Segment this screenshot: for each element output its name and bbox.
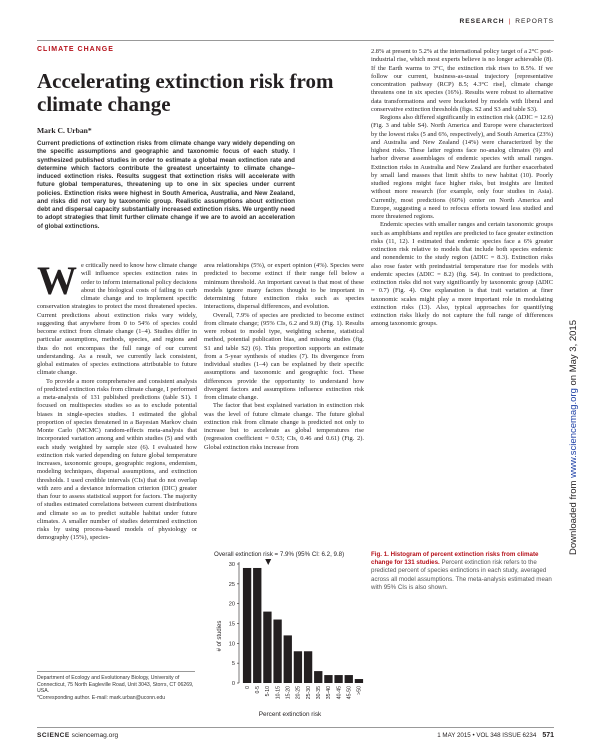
x-tick-label: >50 — [356, 686, 363, 695]
histogram-bar — [345, 675, 353, 683]
footer-right — [437, 732, 554, 739]
paragraph: e critically need to know how climate change will influence species extinction rates in order to inform international policy decisions about the biological costs of failing to curb climate change and to implement specific conservation strategies to protect the most threatened species. Current predictions about extinction risks vary widely, suggesting that anywhere from 0 to 54% of species could become extinct from climate change (1–4). Studies differ in particular assumptions, methods, species, and regions and thus do not encompass the full range of our current understanding. As a result, we currently lack consistent, global estimates of species extinctions attributable to future climate change. — [37, 262, 197, 377]
histogram-chart — [204, 548, 369, 720]
x-tick-label: 35-40 — [326, 686, 333, 700]
body-column-1 — [37, 258, 197, 543]
histogram-bar — [294, 651, 302, 683]
paragraph: Regions also differed significantly in extinction risk (ΔDIC = 12.6) (Fig. 3 and table S4). North America and Europe were characterized by the lowest risks (5 and 6%, respectively), and South America (23%) and Australia and New Zealand (14%) were characterized by the highest risks. These latter regions face no-analog climates (9) and harbor diverse assemblages of endemic species with small ranges. Extinction risks in Australia and New Zealand are further exacerbated by small land masses that limit shifts to new habitat (10). Poorly studied regions might face higher risks, but insights are limited without more research (for example, only four studies in Asia). Currently, most predictions (60%) center on North America and Europe, suggesting a need to refocus efforts toward less studied and more threatened regions. — [371, 114, 553, 220]
histogram-bar — [273, 620, 281, 683]
y-tick-label: 10 — [228, 641, 235, 648]
paragraph: area relationships (5%), or expert opinion (4%). Species were predicted to become extinct if their range fell below a minimum threshold. An important caveat is that most of these models ignore many factors thought to be important in determining future extinction risks such as species interactions, dispersal differences, and evolution. — [204, 262, 364, 311]
x-tick-label: 5-10 — [265, 686, 272, 697]
figure-caption — [371, 551, 555, 592]
corresponding-author: *Corresponding author. E-mail: mark.urban@uconn.edu — [37, 694, 166, 701]
journal-site[interactable]: sciencemag.org — [71, 732, 119, 739]
drop-cap: W — [37, 258, 77, 303]
histogram-bar — [284, 635, 292, 683]
footnote — [37, 675, 195, 701]
x-tick-label: 40-45 — [336, 686, 343, 700]
y-tick-label: 15 — [228, 621, 235, 628]
histogram-bar — [253, 568, 261, 683]
abstract: Current predictions of extinction risks from climate change vary widely depending on the specific assumptions and geographic and taxonomic focus of each study. I synthesized published studies in order to estimate a global mean extinction rate and determine which factors contribute the greatest uncertainty to climate change–induced extinction risks. Results suggest that extinction risks will accelerate with future global temperatures, threatening up to one in six species under current policies. Extinction risks were highest in South America, Australia, and New Zealand, and risks did not vary by taxonomic group. Realistic assumptions about extinction debt and dispersal capacity substantially increased extinction risks. We urgently need to adopt strategies that limit further climate change if we are to avoid an acceleration of global extinctions. — [37, 140, 295, 230]
y-tick-label: 20 — [228, 601, 235, 608]
paragraph: Overall, 7.9% of species are predicted to become extinct from climate change; (95% CIs, 6.2 and 9.8) (Fig. 1). Results were robust to model type, weighting scheme, statistical method, potential publication bias, and missing studies (fig. S1 and table S2) (6). This proportion supports an estimate from a 5-year synthesis of studies (7). Its divergence from individual studies (1–4) can be explained by their specific assumptions and taxonomic and geographic foci. These differences provide the opportunity to understand how divergent factors and assumptions influence extinction risk from climate change. — [204, 311, 364, 401]
x-tick-label: 45-50 — [346, 686, 353, 700]
histogram-bar — [243, 568, 251, 683]
paragraph: Endemic species with smaller ranges and certain taxonomic groups such as amphibians and reptiles are predicted to face greater extinction risks (11, 12). I estimated that endemic species face a 6% greater extinction risk relative to models that include both species endemic and nonendemic to the study region (ΔDIC = 8.3). Extinction risks also rose faster with preindustrial temperature rise for models with endemic species (ΔDIC = 8.2) (fig. S4). In contrast to predictions, extinction risks did not vary significantly by taxonomic group (ΔDIC = 0.7) (Fig. 4). One explanation is that trait variation at finer taxonomic scales might play a more important role in modulating extinction risks (13). Also, typical approaches for quantifying extinction risks likely do not capture the full range of differences among taxonomic groups. — [371, 221, 553, 328]
subsection-label: REPORTS — [515, 18, 554, 25]
caption-title: Fig. 1. Histogram of percent extinction risks from climate change for 131 studies. — [371, 551, 539, 567]
kicker: CLIMATE CHANGE — [37, 46, 114, 53]
x-axis-label: Percent extinction risk — [258, 711, 322, 718]
x-tick-label: 0 — [244, 686, 251, 689]
y-tick-label: 0 — [231, 681, 235, 687]
y-tick-label: 30 — [228, 562, 235, 568]
caption-text: Percent extinction risk refers to the predicted percent of species extinctions in each study, averaged across all model assumptions. The meta-analysis estimated mean with 95% CIs is also shown. — [371, 559, 552, 591]
histogram-bar — [314, 671, 322, 683]
download-notice — [568, 319, 582, 555]
download-prefix: Downloaded from — [568, 477, 579, 555]
body-column-2 — [204, 262, 364, 452]
paragraph: 2.8% at present to 5.2% at the international policy target of a 2°C post-industrial rise, which most experts believe is no longer achievable (8). If the Earth warms to 3°C, the extinction risk rises to 8.5%. If we follow our current, business-as-usual trajectory [representative concentration pathway (RCP) 8.5; 4.3°C rise], climate change threatens one in six species (16%). Results were robust to alternative data transformations and were bracketed by models with liberal and conservative extinction thresholds (figs. S2 and S3 and table S3). — [371, 48, 553, 113]
author: Mark C. Urban* — [37, 126, 92, 135]
header-separator: | — [508, 18, 512, 25]
x-tick-label: 30-35 — [316, 686, 323, 700]
x-tick-label: 25-30 — [305, 686, 312, 700]
histogram-bar — [355, 679, 363, 683]
footer-rule — [37, 727, 554, 728]
y-tick-label: 25 — [228, 581, 235, 588]
chart-title: Overall extinction risk = 7.9% (95% CI: 6.2, 9.8) — [214, 551, 345, 558]
paragraph: The factor that best explained variation in extinction risk was the level of future climate change. The future global extinction risk from climate change is predicted not only to increase but to accelerate as global temperatures rise (regression coefficient = 0.53; CIs, 0.46 and 0.61) (Fig. 2). Global extinction risks increase from — [204, 402, 364, 451]
page-number: 571 — [542, 732, 554, 739]
x-tick-label: 15-20 — [285, 686, 292, 700]
mean-marker — [265, 559, 271, 565]
histogram-bar — [263, 612, 271, 683]
journal-name: SCIENCE — [37, 732, 70, 739]
x-tick-label: 20-25 — [295, 686, 302, 700]
body-column-3 — [371, 48, 553, 329]
x-tick-label: 10-15 — [275, 686, 282, 700]
download-suffix: on May 3, 2015 — [568, 319, 579, 389]
issue-info: 1 MAY 2015 • VOL 348 ISSUE 6234 — [437, 732, 537, 739]
download-link[interactable]: www.sciencemag.org — [568, 388, 579, 478]
running-header — [460, 18, 555, 25]
footnote-rule — [37, 671, 195, 672]
paragraph: To provide a more comprehensive and consistent analysis of predicted extinction risks from climate change, I performed a meta-analysis of 131 published predictions (table S1). I focused on multispecies studies so as to exclude potential biases in single-species studies. I estimated the global proportion of species threatened in a Bayesian Markov chain Monte Carlo (MCMC) random-effects meta-analysis that incorporated variation among and within studies (5) and with each study weighted by sample size (6). I evaluated how extinction risk varied depending on future global temperature increases, taxonomic groups, geographic regions, endemism, modeling techniques, dispersal assumptions, and extinction thresholds. I used credible intervals (CIs) that do not overlap with zero and a deviance information criterion (DIC) greater than four to assess statistical support for factors. The majority of studies estimated correlations between current distributions and climate so as to predict suitable habitat under future climates. A smaller number of studies determined extinction risks by using process-based models of physiology or demography (15%), species- — [37, 377, 197, 542]
x-tick-label: 0-5 — [255, 686, 262, 694]
article-title: Accelerating extinction risk from climate change — [37, 69, 334, 116]
y-tick-label: 5 — [231, 661, 235, 668]
affiliation: Department of Ecology and Evolutionary Biology, University of Connecticut, 75 North Eagleville Road, Unit 3043, Storrs, CT 06269, USA. — [37, 675, 194, 695]
footer-left — [37, 732, 118, 739]
histogram-bar — [304, 651, 312, 683]
y-axis-label: # of studies — [217, 620, 223, 652]
section-label: RESEARCH — [459, 18, 505, 25]
histogram-bar — [324, 675, 332, 683]
header-rule — [37, 40, 554, 41]
histogram-bar — [334, 675, 342, 683]
